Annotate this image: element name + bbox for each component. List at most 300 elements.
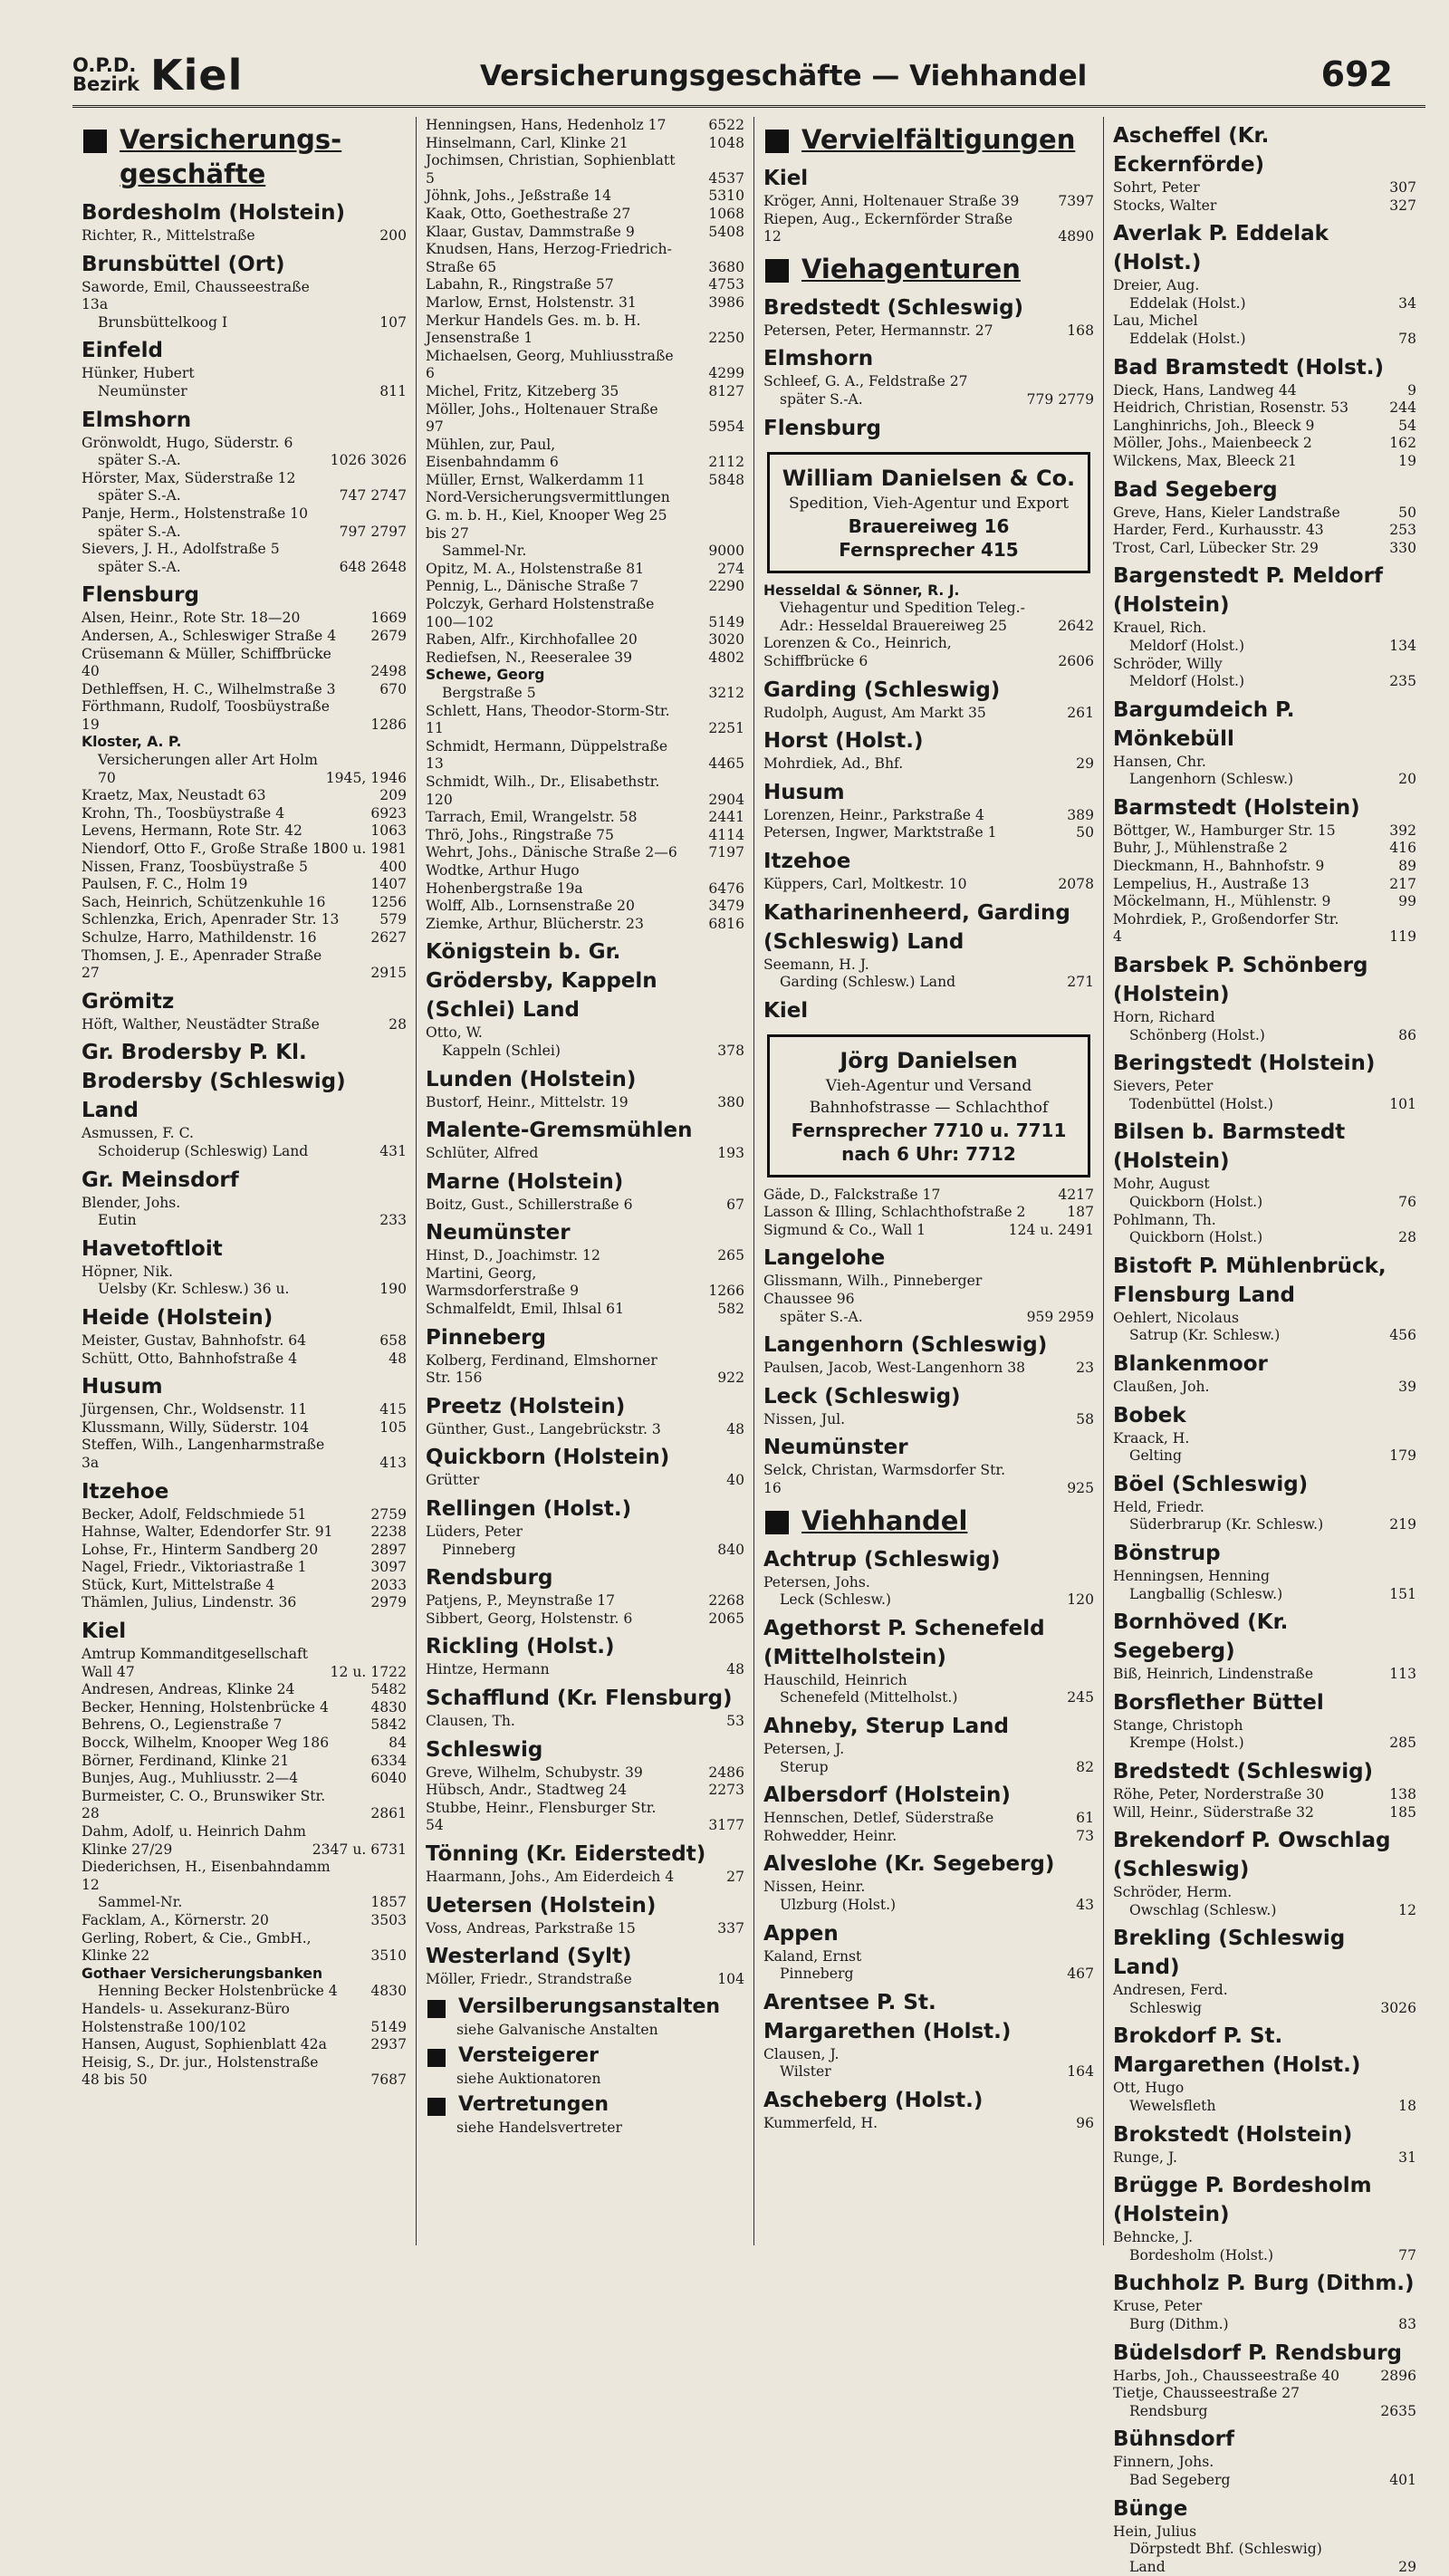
- place-heading: Lunden (Holstein): [426, 1067, 637, 1091]
- listing-phone: 3680: [708, 258, 744, 275]
- listing-name: Rediefsen, N., Reeseralee 39: [426, 649, 633, 666]
- listing-address: Gelting: [1129, 1447, 1182, 1465]
- place-heading: Bönstrup: [1113, 1541, 1221, 1565]
- listing-address: Sterup: [780, 1758, 829, 1775]
- listing-phone: 1945, 1946: [325, 769, 407, 786]
- listing-entry: [82, 787, 407, 805]
- listing-name: Mohrdiek, Ad., Bhf.: [763, 755, 904, 773]
- listing-phone: 200: [379, 227, 407, 244]
- listing-phone: 120: [1067, 1591, 1094, 1609]
- place-heading: Rellingen (Holst.): [426, 1497, 632, 1522]
- listing-entry: [1113, 1717, 1416, 1753]
- listing-phone: 244: [1389, 399, 1416, 417]
- listing-entry: [763, 1360, 1094, 1378]
- column-3: [754, 117, 1104, 2245]
- listing-name: Polczyk, Gerhard Holstenstraße 100—102: [426, 596, 655, 630]
- listing-entry: [82, 1681, 407, 1699]
- listing-name: Henningsen, Henning: [1113, 1567, 1271, 1584]
- listing-name: Schlett, Hans, Theodor-Storm-Str. 11: [426, 702, 670, 737]
- listing-entry: [1113, 1804, 1416, 1822]
- listing-phone: 401: [1389, 2472, 1416, 2488]
- listing-entry: [426, 472, 744, 490]
- listing-entry: [426, 1800, 744, 1835]
- listing-entry: [82, 646, 407, 681]
- listing-name: Ott, Hugo: [1113, 2080, 1185, 2097]
- place-heading: Husum: [82, 1375, 163, 1399]
- listing-name: Röhe, Peter, Norderstraße 30: [1113, 1785, 1325, 1802]
- listing-entry: [82, 1735, 407, 1753]
- listing-entry: [426, 1094, 744, 1112]
- listing-name: Michaelsen, Georg, Muhliusstraße 6: [426, 347, 674, 382]
- place-heading: Brunsbüttel (Ort): [82, 252, 285, 276]
- place-heading: Barsbek P. Schönberg (Holstein): [1113, 954, 1368, 1007]
- listing-entry: [426, 152, 744, 187]
- listing-entry: [763, 1810, 1094, 1828]
- place-heading: Katharinenheerd, Garding (Schleswig) Land: [763, 900, 1070, 954]
- listing-phone: 2904: [708, 791, 744, 808]
- listing-entry: [1113, 418, 1416, 436]
- listing-entry: [426, 738, 744, 774]
- place-heading: Horst (Holst.): [763, 729, 924, 754]
- listing-entry: [1113, 2229, 1416, 2264]
- listing-entry: [1113, 822, 1416, 841]
- listing-entry: [82, 1859, 407, 1912]
- place-heading: Preetz (Holstein): [426, 1394, 626, 1418]
- listing-entry: [426, 631, 744, 649]
- listing-phone: 29: [1076, 755, 1094, 773]
- listing-phone: 2627: [370, 929, 407, 946]
- listing-phone: 797 2797: [339, 523, 407, 540]
- listing-name: Clausen, J.: [763, 2045, 840, 2062]
- listing-name: Stocks, Walter: [1113, 197, 1217, 214]
- listing-entry: [1113, 505, 1416, 523]
- listing-phone: 3510: [370, 1947, 407, 1965]
- listing-phone: 3097: [370, 1559, 407, 1576]
- listing-name: Meister, Gustav, Bahnhofstr. 64: [82, 1331, 307, 1349]
- listing-phone: 2273: [708, 1782, 744, 1799]
- listing-name: Wodtke, Arthur Hugo Hohenbergstraße 19a: [426, 861, 583, 897]
- listing-phone: 162: [1389, 435, 1416, 452]
- listing-phone: 164: [1067, 2063, 1094, 2081]
- listing-address: Krempe (Holst.): [1129, 1735, 1244, 1752]
- advertisement-box: [767, 1034, 1090, 1177]
- listing-address: Rendsburg: [1129, 2402, 1208, 2419]
- listing-name: Hinst, D., Joachimstr. 12: [426, 1247, 600, 1264]
- listing-phone: 43: [1076, 1896, 1094, 1913]
- listing-entry: [763, 2046, 1094, 2081]
- listing-phone: 3177: [708, 1817, 744, 1834]
- ad-line: Bahnhofstrasse — Schlachthof: [809, 1098, 1049, 1117]
- listing-phone: 265: [717, 1247, 744, 1264]
- listing-name: Merkur Handels Ges. m. b. H. Jensenstraße 1: [426, 312, 641, 347]
- column-4: [1104, 117, 1425, 2575]
- listing-name: Petersen, Johs.: [763, 1573, 870, 1591]
- listing-name: Schmidt, Hermann, Düppelstraße 13: [426, 737, 668, 773]
- listing-entry: [1113, 893, 1416, 911]
- listing-name: Dahm, Adolf, u. Heinrich Dahm Klinke 27/29: [82, 1823, 306, 1858]
- listing-name: Mühlen, zur, Paul, Eisenbahndamm 6: [426, 436, 559, 471]
- listing-phone: 54: [1398, 417, 1416, 434]
- listing-name: Horn, Richard: [1113, 1009, 1215, 1026]
- ad-line: Fernsprecher 415: [839, 538, 1019, 561]
- section-heading: [82, 122, 407, 191]
- listing-name: Thrö, Johs., Ringstraße 75: [426, 826, 614, 843]
- listing-name: Voss, Andreas, Parkstraße 15: [426, 1919, 636, 1937]
- listing-name: Müller, Ernst, Walkerdamm 11: [426, 471, 646, 488]
- listing-phone: 119: [1389, 928, 1416, 946]
- listing-phone: 747 2747: [339, 487, 407, 505]
- listing-phone: 2486: [708, 1764, 744, 1781]
- listing-name: Haarmann, Johs., Am Eiderdeich 4: [426, 1868, 675, 1885]
- listing-phone: 6334: [370, 1752, 407, 1769]
- listing-phone: 261: [1067, 704, 1094, 721]
- listing-phone: 413: [379, 1454, 407, 1471]
- listing-entry: [426, 1764, 744, 1783]
- listing-name: Labahn, R., Ringstraße 57: [426, 276, 614, 293]
- place-heading: Blankenmoor: [1113, 1351, 1268, 1376]
- listing-entry: [763, 1187, 1094, 1205]
- place-heading: Albersdorf (Holstein): [763, 1783, 1011, 1808]
- listing-address: später S.-A.: [98, 558, 181, 575]
- listing-phone: 380: [717, 1093, 744, 1110]
- listing-entry: [1113, 911, 1416, 947]
- listing-phone: 83: [1398, 2316, 1416, 2333]
- listing-name: Gerling, Robert, & Cie., GmbH., Klinke 22: [82, 1929, 312, 1965]
- listing-address: Bergstraße 5: [442, 685, 536, 701]
- listing-phone: 233: [379, 1212, 407, 1229]
- listing-name: Amtrup Kommanditgesellschaft Wall 47: [82, 1646, 309, 1680]
- listing-entry: [82, 1716, 407, 1735]
- listing-address: später S.-A.: [98, 487, 181, 505]
- listing-address: später S.-A.: [780, 390, 863, 408]
- listing-phone: 77: [1398, 2246, 1416, 2264]
- place-heading: Grömitz: [82, 989, 175, 1014]
- listing-name: Rudolph, August, Am Markt 35: [763, 704, 986, 721]
- section-heading-label: Versilberungsanstalten: [458, 1994, 721, 2018]
- listing-phone: 5848: [708, 471, 744, 488]
- listing-phone: 2498: [370, 663, 407, 680]
- listing-phone: 104: [717, 1971, 744, 1988]
- listing-phone: 5149: [370, 2018, 407, 2035]
- listing-name: Oehlert, Nicolaus: [1113, 1309, 1239, 1326]
- listing-name: Harder, Ferd., Kurhausstr. 43: [1113, 522, 1324, 539]
- listing-phone: 67: [726, 1196, 744, 1213]
- listing-name: Buhr, J., Mühlenstraße 2: [1113, 840, 1288, 857]
- listing-phone: 648 2648: [339, 558, 407, 575]
- listing-name: Lüders, Peter: [426, 1523, 523, 1541]
- listing-entry: [82, 2054, 407, 2090]
- listing-entry: [426, 1523, 744, 1559]
- listing-entry: [426, 1145, 744, 1163]
- listing-entry: [82, 947, 407, 983]
- listing-entry: [426, 1971, 744, 1989]
- listing-entry: [426, 294, 744, 312]
- listing-name: Kaak, Otto, Goethestraße 27: [426, 205, 631, 222]
- listing-phone: 2078: [1058, 875, 1094, 892]
- listing-entry: [426, 383, 744, 401]
- listing-phone: 378: [717, 1042, 744, 1059]
- listing-phone: 5310: [708, 187, 744, 205]
- listing-address: Sammel-Nr.: [442, 543, 527, 560]
- listing-entry: [426, 703, 744, 738]
- listing-address: Viehagentur und Spedition Teleg.-Adr.: Hesseldal Brauereiweg 25: [780, 600, 1025, 634]
- listing-phone: 48: [726, 1661, 744, 1678]
- listing-phone: 40: [726, 1472, 744, 1489]
- listing-phone: 28: [389, 1015, 407, 1033]
- listing-entry: [1113, 2298, 1416, 2333]
- listing-phone: 4114: [708, 826, 744, 843]
- place-heading: Einfeld: [82, 339, 163, 363]
- listing-name: Seemann, H. J.: [763, 956, 869, 973]
- listing-name: Sohrt, Peter: [1113, 179, 1200, 196]
- listing-phone: 2915: [370, 965, 407, 982]
- place-heading: Kiel: [82, 1620, 127, 1644]
- listing-phone: 1266: [708, 1283, 744, 1300]
- listing-entry: [1113, 1884, 1416, 1919]
- listing-name: Schütt, Otto, Bahnhofstraße 4: [82, 1350, 298, 1367]
- listing-phone: 456: [1389, 1327, 1416, 1344]
- listing-phone: 500 u. 1981: [321, 841, 407, 858]
- listing-name: Bocck, Wilhelm, Knooper Weg 186: [82, 1735, 330, 1752]
- section-square-icon: [765, 130, 789, 153]
- listing-entry: [82, 1646, 407, 1681]
- listing-name: Lohse, Fr., Hinterm Sandberg 20: [82, 1541, 319, 1558]
- listing-entry: [426, 1472, 744, 1490]
- section-square-icon: [765, 259, 789, 283]
- listing-entry: [426, 1782, 744, 1800]
- listing-phone: 271: [1067, 974, 1094, 991]
- listing-entry: [426, 667, 744, 702]
- listing-phone: 134: [1389, 637, 1416, 654]
- page-header: [72, 49, 1425, 108]
- listing-name: Opitz, M. A., Holstenstraße 81: [426, 560, 645, 577]
- section-heading-label: Vervielfältigungen: [801, 124, 1076, 155]
- listing-phone: 2251: [708, 720, 744, 737]
- section-heading-label: Versicherungs-geschäfte: [120, 124, 342, 189]
- place-heading: Bilsen b. Barmstedt (Holstein): [1113, 1120, 1346, 1174]
- listing-name: Glissmann, Wilh., Pinneberger Chaussee 96: [763, 1273, 983, 1308]
- listing-phone: 209: [379, 787, 407, 804]
- listing-phone: 86: [1398, 1026, 1416, 1043]
- page-title: Versicherungsgeschäfte — Viehhandel: [480, 60, 1088, 92]
- listing-name: Sievers, J. H., Adolfstraße 5: [82, 541, 280, 558]
- listing-address: Uelsby (Kr. Schlesw.) 36 u.: [98, 1281, 290, 1298]
- listing-entry: [426, 827, 744, 845]
- listing-entry: [82, 876, 407, 894]
- listing-name: Lorenzen, Heinr., Parkstraße 4: [763, 806, 984, 823]
- listing-name: Hünker, Hubert: [82, 365, 195, 382]
- listing-name: Bunjes, Aug., Muhliusstr. 2—4: [82, 1770, 299, 1787]
- place-heading: Itzehoe: [763, 849, 851, 873]
- listing-phone: 1669: [370, 610, 407, 627]
- listing-phone: 253: [1389, 522, 1416, 539]
- place-heading: Brekendorf P. Owschlag (Schleswig): [1113, 1829, 1391, 1882]
- listing-name: Kraetz, Max, Neustadt 63: [82, 787, 266, 804]
- listing-entry: [426, 578, 744, 596]
- listing-phone: 1286: [370, 716, 407, 733]
- listing-address: Bordesholm (Holst.): [1129, 2246, 1274, 2264]
- listing-entry: [82, 279, 407, 332]
- listing-name: Langhinrichs, Joh., Bleeck 9: [1113, 417, 1315, 434]
- place-heading: Westerland (Sylt): [426, 1945, 632, 1969]
- listing-phone: 151: [1389, 1585, 1416, 1602]
- listing-entry: [763, 373, 1094, 409]
- listing-name: Petersen, Ingwer, Marktstraße 1: [763, 824, 997, 841]
- listing-name: Handels- u. Assekuranz-Büro Holstenstraße 100/102: [82, 2000, 290, 2035]
- listing-phone: 53: [726, 1713, 744, 1729]
- listing-name: Andersen, A., Schleswiger Straße 4: [82, 627, 337, 644]
- listing-phone: 187: [1067, 1204, 1094, 1221]
- listing-name: Hesseldal & Sönner, R. J.: [763, 582, 960, 599]
- listing-name: Burmeister, C. O., Brunswiker Str. 28: [82, 1787, 326, 1822]
- listing-phone: 73: [1076, 1827, 1094, 1844]
- listing-address: Henning Becker Holstenbrücke 4: [98, 1983, 338, 2000]
- place-heading: Neumünster: [763, 1436, 908, 1460]
- listing-address: Wilster: [780, 2063, 831, 2081]
- listing-phone: 20: [1398, 771, 1416, 788]
- listing-name: Alsen, Heinr., Rote Str. 18—20: [82, 610, 301, 627]
- listing-entry: [426, 1247, 744, 1265]
- place-heading: Malente-Gremsmühlen: [426, 1119, 693, 1143]
- listing-entry: [82, 894, 407, 912]
- listing-name: Krauel, Rich.: [1113, 620, 1207, 637]
- place-heading: Gr. Brodersby P. Kl. Brodersby (Schleswig) Land: [82, 1041, 346, 1123]
- listing-entry: [426, 561, 744, 579]
- ad-line: Spedition, Vieh-Agentur und Export: [788, 494, 1070, 513]
- listing-phone: 670: [379, 680, 407, 697]
- listing-phone: 39: [1398, 1378, 1416, 1395]
- listing-phone: 219: [1389, 1516, 1416, 1533]
- listing-name: Raben, Alfr., Kirchhofallee 20: [426, 631, 638, 649]
- listing-entry: [1113, 277, 1416, 312]
- listing-name: Schulze, Harro, Mathildenstr. 16: [82, 929, 317, 946]
- listing-name: Höpner, Nik.: [82, 1263, 173, 1280]
- listing-name: Jochimsen, Christian, Sophienblatt 5: [426, 152, 676, 187]
- listing-name: Klussmann, Willy, Süderstr. 104: [82, 1418, 310, 1436]
- listing-name: Blender, Johs.: [82, 1194, 181, 1211]
- place-heading: Bistoft P. Mühlenbrück, Flensburg Land: [1113, 1254, 1387, 1307]
- listing-phone: 6522: [708, 117, 744, 133]
- listing-entry: [426, 489, 744, 560]
- listing-phone: 5954: [708, 418, 744, 436]
- listing-address: Neumünster: [98, 382, 187, 399]
- listing-entry: [82, 1788, 407, 1823]
- ad-line: Jörg Danielsen: [840, 1047, 1018, 1073]
- listing-entry: [1113, 1666, 1416, 1684]
- listing-phone: 3020: [708, 631, 744, 649]
- place-heading: Brokstedt (Holstein): [1113, 2122, 1353, 2147]
- listing-phone: 2979: [370, 1594, 407, 1611]
- listing-phone: 50: [1076, 824, 1094, 841]
- listing-phone: 2238: [370, 1523, 407, 1541]
- listing-entry: [1113, 2080, 1416, 2115]
- listing-entry: [82, 1966, 407, 2001]
- listing-address: Schönberg (Holst.): [1129, 1026, 1265, 1043]
- section-heading-label: Versteigerer: [458, 2043, 599, 2067]
- listing-name: Diederichsen, H., Eisenbahndamm 12: [82, 1859, 331, 1893]
- listing-phone: 2896: [1380, 2367, 1416, 2384]
- place-heading: Husum: [763, 780, 845, 804]
- listing-phone: 1048: [708, 134, 744, 151]
- listing-name: Hansen, Chr.: [1113, 753, 1206, 770]
- listing-entry: [426, 1869, 744, 1887]
- listing-name: Behncke, J.: [1113, 2229, 1194, 2246]
- listing-address: Schleswig: [1129, 1999, 1202, 2016]
- listing-entry: [82, 1419, 407, 1437]
- listing-phone: 4830: [370, 1698, 407, 1716]
- listing-name: Jöhnk, Johs., Jeßstraße 14: [426, 187, 612, 205]
- listing-name: Michel, Fritz, Kitzeberg 35: [426, 382, 619, 399]
- listing-name: Schmalfeldt, Emil, Ihlsal 61: [426, 1301, 625, 1318]
- listing-address: Meldorf (Holst.): [1129, 637, 1245, 654]
- listing-phone: 2250: [708, 330, 744, 347]
- listing-phone: 416: [1389, 840, 1416, 857]
- place-heading: Marne (Holstein): [426, 1169, 624, 1194]
- listing-name: Hörster, Max, Süderstraße 12: [82, 469, 296, 486]
- ad-line: Brauereiweg 16: [848, 514, 1010, 537]
- place-heading: Schleswig: [426, 1737, 543, 1762]
- listing-name: Trost, Carl, Lübecker Str. 29: [1113, 539, 1319, 556]
- listing-phone: 2033: [370, 1576, 407, 1593]
- listing-name: Kruse, Peter: [1113, 2298, 1203, 2315]
- listing-name: Finnern, Johs.: [1113, 2454, 1214, 2471]
- listing-name: Rohwedder, Heinr.: [763, 1827, 897, 1844]
- listing-entry: [82, 1770, 407, 1788]
- listing-phone: 179: [1389, 1447, 1416, 1465]
- place-heading: Bünge: [1113, 2496, 1188, 2521]
- place-heading: Bredstedt (Schleswig): [763, 295, 1024, 320]
- listing-name: Lorenzen & Co., Heinrich, Schiffbrücke 6: [763, 635, 952, 669]
- ad-line: Vieh-Agentur und Versand: [825, 1076, 1032, 1095]
- listing-name: Nord-Versicherungsvermittlungen G. m. b. H., Kiel, Knooper Weg 25 bis 27: [426, 489, 670, 542]
- listing-phone: 2759: [370, 1505, 407, 1523]
- listing-entry: [82, 628, 407, 646]
- listing-name: Niendorf, Otto F., Große Straße 18: [82, 841, 331, 858]
- listing-phone: 50: [1398, 504, 1416, 521]
- place-heading: Ahneby, Sterup Land: [763, 1715, 1009, 1738]
- listing-address: später S.-A.: [780, 1308, 863, 1325]
- listing-name: Lasson & Illing, Schlachthofstraße 2: [763, 1204, 1026, 1221]
- listing-name: Richter, R., Mittelstraße: [82, 227, 255, 244]
- section-heading: [763, 1504, 1094, 1538]
- listing-phone: 2937: [370, 2036, 407, 2053]
- listing-entry: [82, 227, 407, 245]
- listing-phone: 27: [726, 1868, 744, 1885]
- listing-phone: 6040: [370, 1770, 407, 1787]
- listing-entry: [763, 1204, 1094, 1222]
- place-heading: Appen: [763, 1921, 839, 1946]
- listing-entry: [763, 1672, 1094, 1707]
- listing-phone: 658: [379, 1331, 407, 1349]
- listing-phone: 925: [1067, 1480, 1094, 1497]
- listing-address: Schoiderup (Schleswig) Land: [98, 1142, 309, 1159]
- listing-phone: 2606: [1058, 652, 1094, 669]
- listing-phone: 4802: [708, 649, 744, 666]
- listing-entry: [763, 1273, 1094, 1326]
- listing-address: Brunsbüttelkoog I: [98, 313, 228, 331]
- listing-entry: [426, 1197, 744, 1215]
- listing-entry: [763, 322, 1094, 341]
- listing-phone: 5149: [708, 613, 744, 630]
- listing-entry: [82, 681, 407, 699]
- place-heading: Averlak P. Eddelak (Holst.): [1113, 222, 1329, 275]
- listing-entry: [426, 1610, 744, 1629]
- listing-phone: 9000: [708, 543, 744, 560]
- listing-entry: [426, 312, 744, 348]
- listing-name: Nissen, Jul.: [763, 1410, 846, 1427]
- listing-phone: 4465: [708, 755, 744, 773]
- listing-entry: [763, 824, 1094, 842]
